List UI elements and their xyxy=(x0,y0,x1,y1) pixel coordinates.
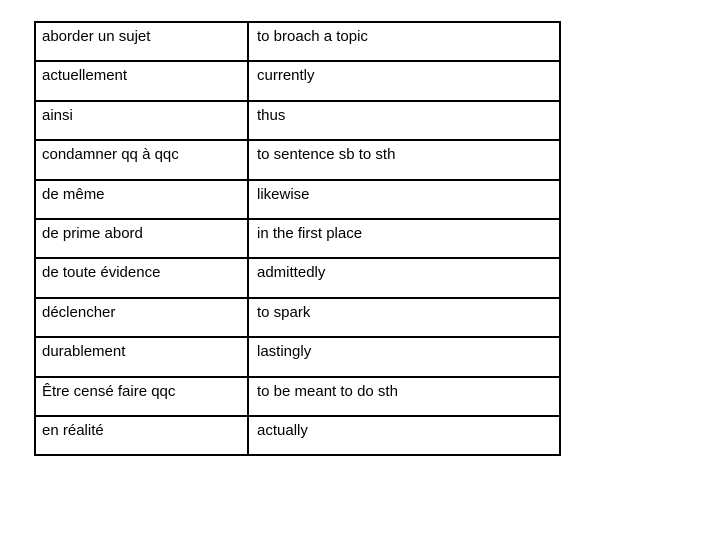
english-translation: admittedly xyxy=(257,264,326,282)
english-translation-cell xyxy=(248,337,560,376)
french-term: de toute évidence xyxy=(42,264,161,282)
french-term: ainsi xyxy=(42,106,73,124)
english-translation-cell xyxy=(248,416,560,455)
english-translation-cell xyxy=(248,377,560,416)
table-row xyxy=(35,180,560,219)
english-translation-cell xyxy=(248,258,560,297)
table-row xyxy=(35,101,560,140)
french-term: durablement xyxy=(42,343,126,361)
french-term: condamner qq à qqc xyxy=(42,146,179,164)
french-term-cell xyxy=(35,337,248,376)
french-term-cell xyxy=(35,298,248,337)
table-row xyxy=(35,377,560,416)
french-term: en réalité xyxy=(42,421,104,439)
english-translation: lastingly xyxy=(257,343,312,361)
french-term-cell xyxy=(35,180,248,219)
english-translation-cell xyxy=(248,180,560,219)
english-translation: to sentence sb to sth xyxy=(257,146,396,164)
table-row xyxy=(35,258,560,297)
french-term: de même xyxy=(42,185,105,203)
english-translation: likewise xyxy=(257,185,310,203)
table-row xyxy=(35,219,560,258)
english-translation: to spark xyxy=(257,303,311,321)
english-translation: to broach a topic xyxy=(257,28,368,45)
french-term-cell xyxy=(35,140,248,179)
french-term-cell xyxy=(35,22,248,61)
english-translation-cell xyxy=(248,22,560,61)
table-row xyxy=(35,61,560,100)
english-translation: in the first place xyxy=(257,224,363,242)
french-term-cell xyxy=(35,377,248,416)
english-translation-cell xyxy=(248,140,560,179)
english-translation: thus xyxy=(257,106,286,124)
english-translation-cell xyxy=(248,219,560,258)
french-term: déclencher xyxy=(42,303,116,321)
french-term-cell xyxy=(35,258,248,297)
english-translation-cell xyxy=(248,298,560,337)
english-translation: to be meant to do sth xyxy=(257,382,398,400)
french-term-cell xyxy=(35,61,248,100)
french-term: de prime abord xyxy=(42,224,143,242)
french-term-cell xyxy=(35,101,248,140)
french-term: aborder un sujet xyxy=(42,28,151,45)
english-translation: currently xyxy=(257,67,315,85)
table-row xyxy=(35,140,560,179)
french-term: actuellement xyxy=(42,67,128,85)
table-row xyxy=(35,337,560,376)
table-row xyxy=(35,298,560,337)
vocabulary-table xyxy=(34,21,561,456)
table-row xyxy=(35,22,560,61)
french-term-cell xyxy=(35,416,248,455)
english-translation: actually xyxy=(257,421,308,439)
table-row xyxy=(35,416,560,455)
english-translation-cell xyxy=(248,101,560,140)
french-term-cell xyxy=(35,219,248,258)
vocabulary-table-body xyxy=(35,22,560,455)
french-term: Être censé faire qqc xyxy=(42,382,176,400)
english-translation-cell xyxy=(248,61,560,100)
